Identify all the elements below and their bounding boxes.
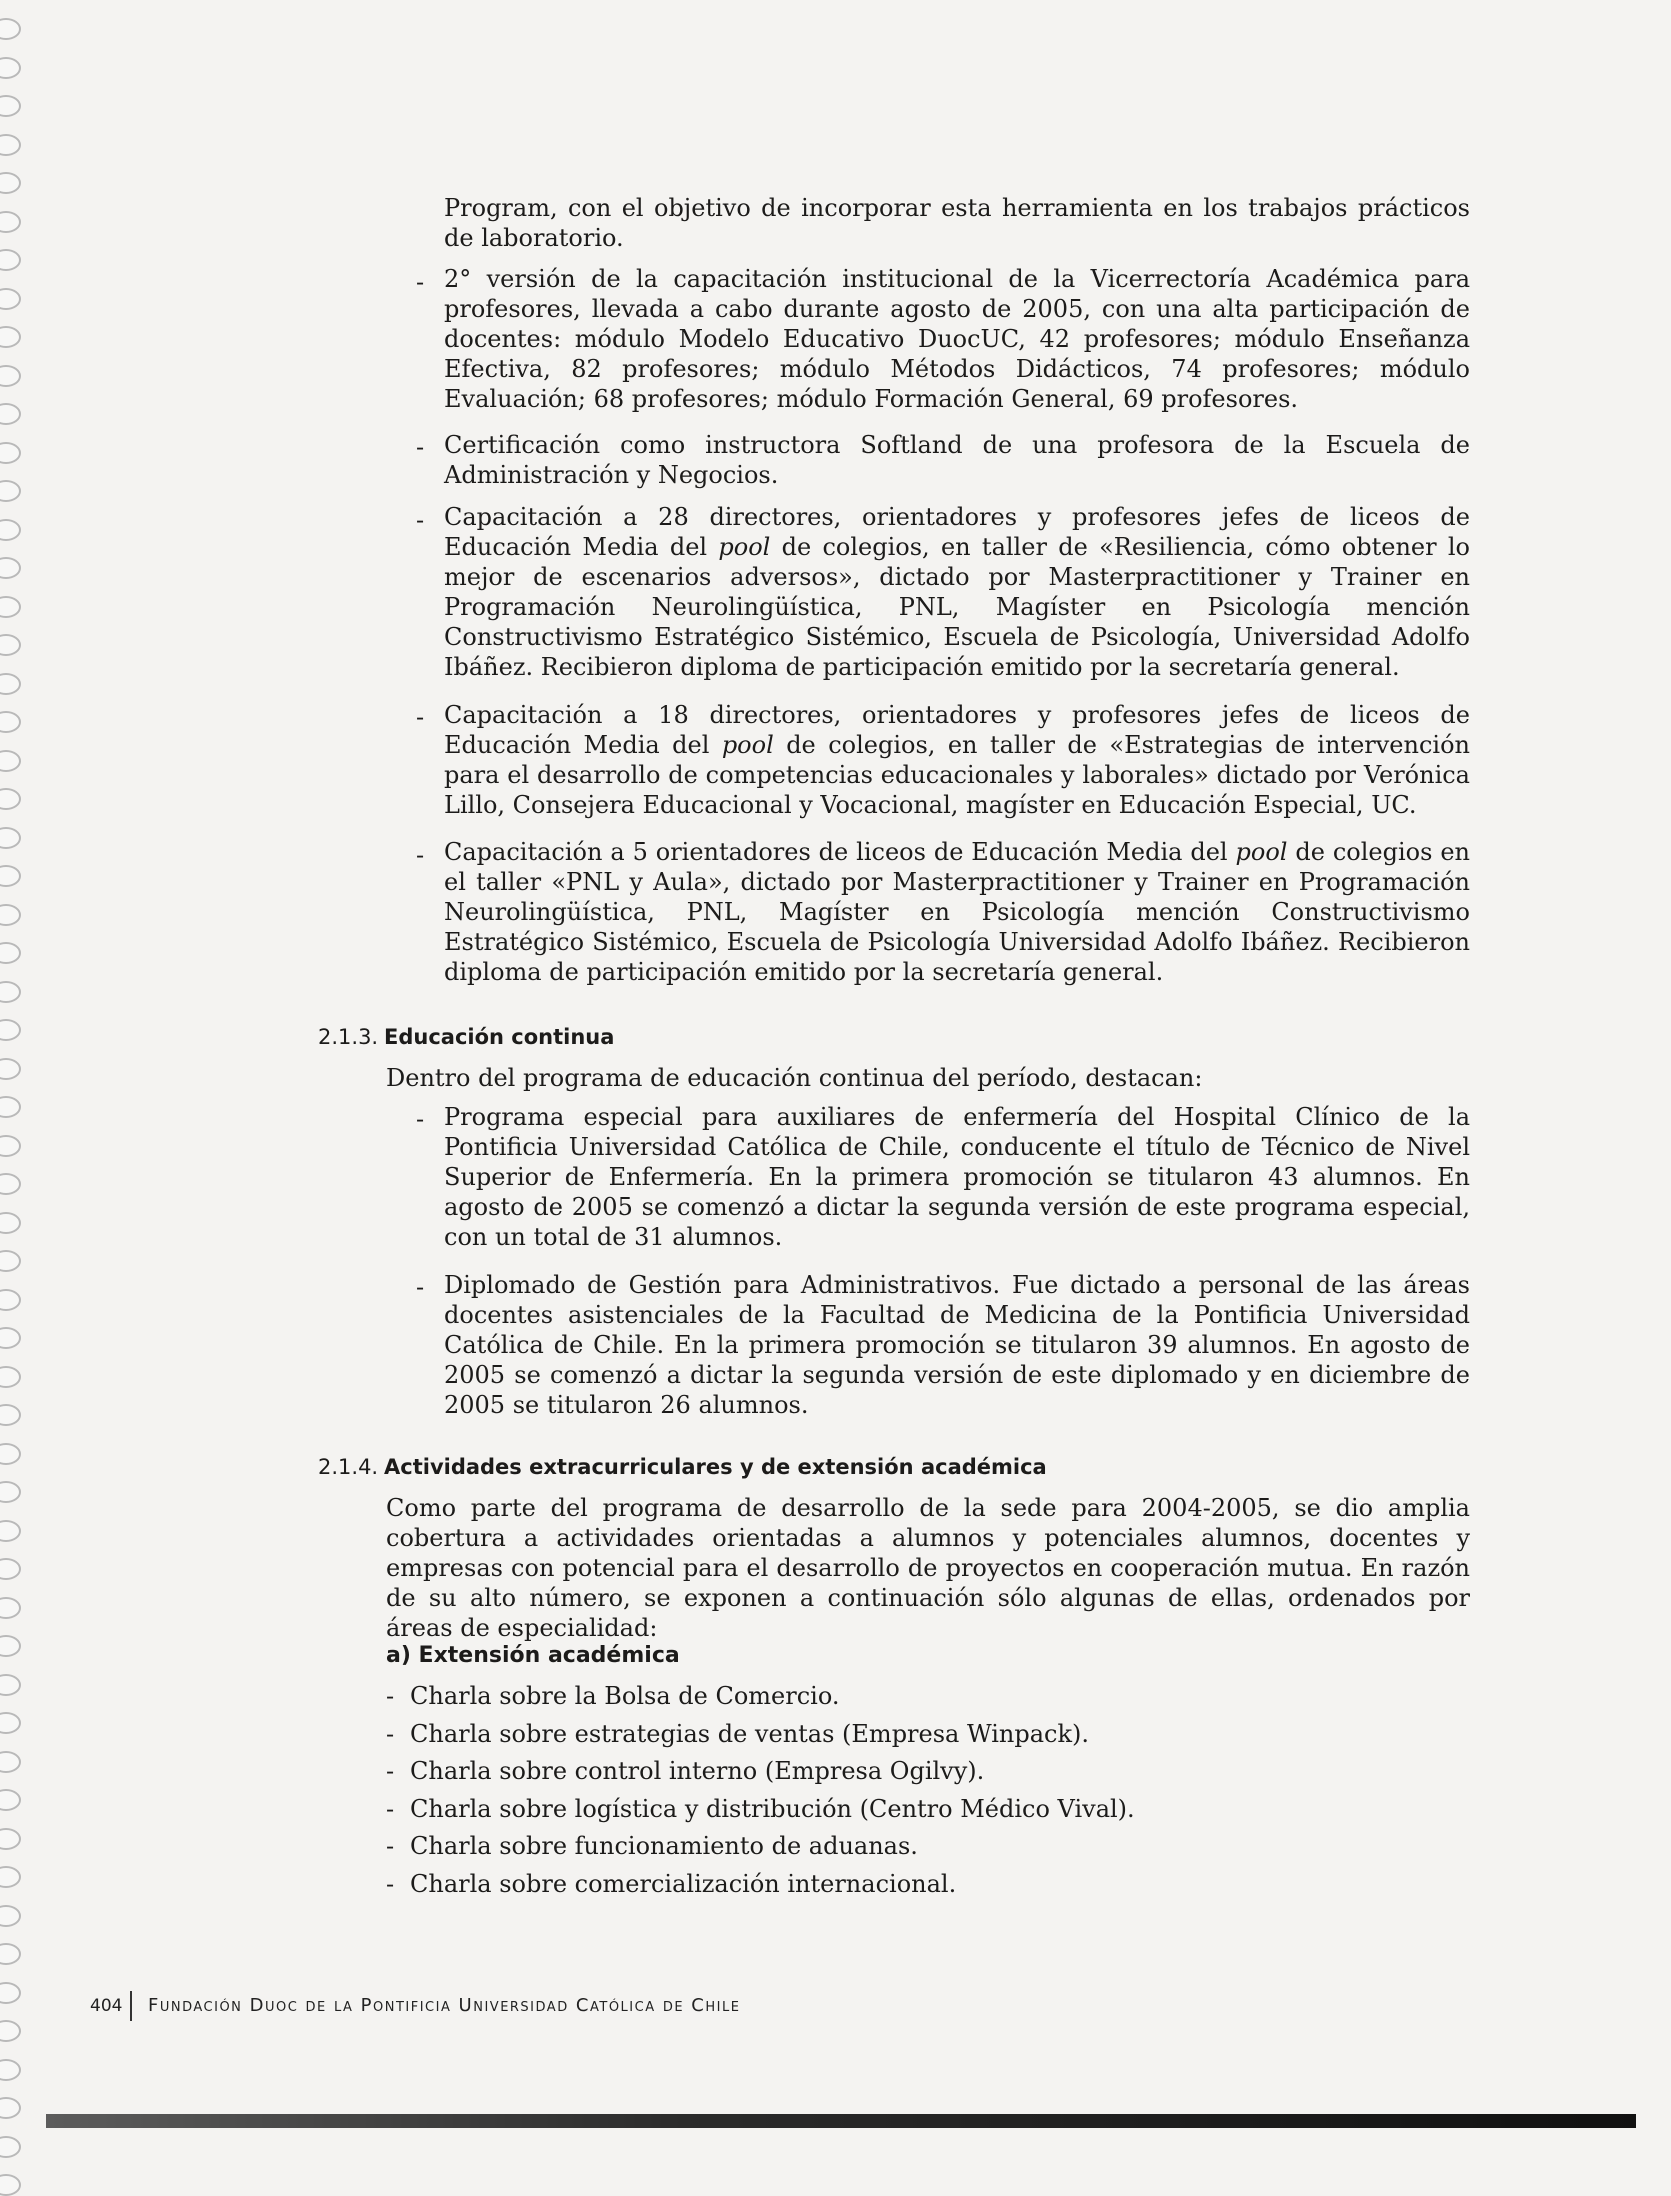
page-number: 404 bbox=[90, 1996, 123, 2016]
bullet-dash: - bbox=[416, 268, 425, 296]
section-heading-educacion-continua bbox=[318, 1023, 614, 1051]
footer-organization: Fundación Duoc de la Pontificia Universidad Católica de Chile bbox=[148, 1995, 741, 2016]
bullet-programa-auxiliares: Programa especial para auxiliares de enfermería del Hospital Clínico de la Pontificia Universidad Católica de Chile, conducente el título de Técnico de Nivel Superior de Enfermería. En la primera promoción se titularon 43 alumnos. En agosto de 2005 se comenzó a dictar la segunda versión de este programa especial, con un total de 31 alumnos. bbox=[444, 1103, 1470, 1251]
bullet-dash: - bbox=[386, 1832, 395, 1860]
list-item: Charla sobre logística y distribución (Centro Médico Vival). bbox=[410, 1794, 1135, 1823]
list-item: Charla sobre control interno (Empresa Ogilvy). bbox=[410, 1757, 985, 1785]
section-heading-actividades bbox=[318, 1453, 1047, 1481]
section-intro: Como parte del programa de desarrollo de la sede para 2004-2005, se dio amplia cobertura a actividades orientadas a alumnos y potenciales alumnos, docentes y empresas con potencial para el desarrollo de proyectos en cooperación mutua. En razón de su alto número, se exponen a continuación sólo algunas de ellas, ordenados por áreas de especialidad: bbox=[386, 1494, 1470, 1642]
list-item: Charla sobre la Bolsa de Comercio. bbox=[410, 1682, 840, 1710]
section-title: Educación continua bbox=[384, 1025, 615, 1049]
bullet-dash: - bbox=[386, 1719, 395, 1748]
bullet-dash: - bbox=[416, 841, 425, 869]
list-item: Charla sobre estrategias de ventas (Empresa Winpack). bbox=[410, 1719, 1090, 1748]
bullet-diplomado-gestion: Diplomado de Gestión para Administrativos. Fue dictado a personal de las áreas docentes asistenciales de la Facultad de Medicina de la Pontificia Universidad Católica de Chile. En la primera promoción se titularon 39 alumnos. En agosto de 2005 se comenzó a dictar la segunda versión de este diplomado y en diciembre de 2005 se titularon 26 alumnos. bbox=[444, 1271, 1470, 1419]
section-intro: Dentro del programa de educación continua del período, destacan: bbox=[386, 1064, 1203, 1092]
bullet-dash: - bbox=[386, 1869, 395, 1898]
bullet-dash: - bbox=[416, 1105, 425, 1133]
bullet-taller-resiliencia: Capacitación a 28 directores, orientadores y profesores jefes de liceos de Educación Media del pool de colegios, en taller de «Resiliencia, cómo obtener lo mejor de escenarios adversos», dictado por Masterpractitioner y Trainer en Programación Neurolingüística, PNL, Magíster en Psicología mención Constructivismo Estratégico Sistémico, Escuela de Psicología, Universidad Adolfo Ibáñez. Recibieron diploma de participación emitido por la secretaría general. bbox=[444, 503, 1470, 681]
bullet-dash: - bbox=[416, 506, 425, 534]
bullet-dash: - bbox=[416, 1273, 425, 1301]
bullet-certificacion-softland: Certificación como instructora Softland de una profesora de la Escuela de Administración y Negocios. bbox=[444, 431, 1470, 489]
bullet-dash: - bbox=[386, 1682, 395, 1710]
bullet-dash: - bbox=[386, 1757, 395, 1785]
bullet-taller-estrategias: Capacitación a 18 directores, orientadores y profesores jefes de liceos de Educación Media del pool de colegios, en taller de «Estrategias de intervención para el desarrollo de competencias educacionales y laborales» dictado por Verónica Lillo, Consejera Educacional y Vocacional, magíster en Educación Especial, UC. bbox=[444, 701, 1470, 819]
section-title: Actividades extracurriculares y de extensión académica bbox=[384, 1455, 1047, 1479]
bullet-dash: - bbox=[416, 433, 425, 461]
page-footer bbox=[90, 1988, 740, 2024]
list-item: Charla sobre comercialización internacional. bbox=[410, 1869, 957, 1898]
section-number: 2.1.4. bbox=[318, 1455, 379, 1479]
footer-divider bbox=[130, 1991, 132, 2021]
subheading-extension-academica: a) Extensión académica bbox=[386, 1643, 680, 1668]
bullet-dash: - bbox=[416, 703, 425, 731]
bullet-capacitacion-vicerrectoria: 2° versión de la capacitación institucional de la Vicerrectoría Académica para profesores, llevada a cabo durante agosto de 2005, con una alta participación de docentes: módulo Modelo Educativo DuocUC, 42 profesores; módulo Enseñanza Efectiva, 82 profesores; módulo Métodos Didácticos, 74 profesores; módulo Evaluación; 68 profesores; módulo Formación General, 69 profesores. bbox=[444, 265, 1470, 413]
bullet-taller-pnl-aula: Capacitación a 5 orientadores de liceos de Educación Media del pool de colegios en el taller «PNL y Aula», dictado por Masterpractitioner y Trainer en Programación Neurolingüística, PNL, Magíster en Psicología mención Constructivismo Estratégico Sistémico, Escuela de Psicología Universidad Adolfo Ibáñez. Recibieron diploma de participación emitido por la secretaría general. bbox=[444, 838, 1471, 986]
continuation-paragraph: Program, con el objetivo de incorporar esta herramienta en los trabajos prácticos de laboratorio. bbox=[444, 194, 1470, 252]
section-number: 2.1.3. bbox=[318, 1025, 379, 1049]
list-item: Charla sobre funcionamiento de aduanas. bbox=[410, 1832, 918, 1860]
bottom-rule bbox=[46, 2114, 1636, 2128]
bullet-dash: - bbox=[386, 1794, 395, 1823]
